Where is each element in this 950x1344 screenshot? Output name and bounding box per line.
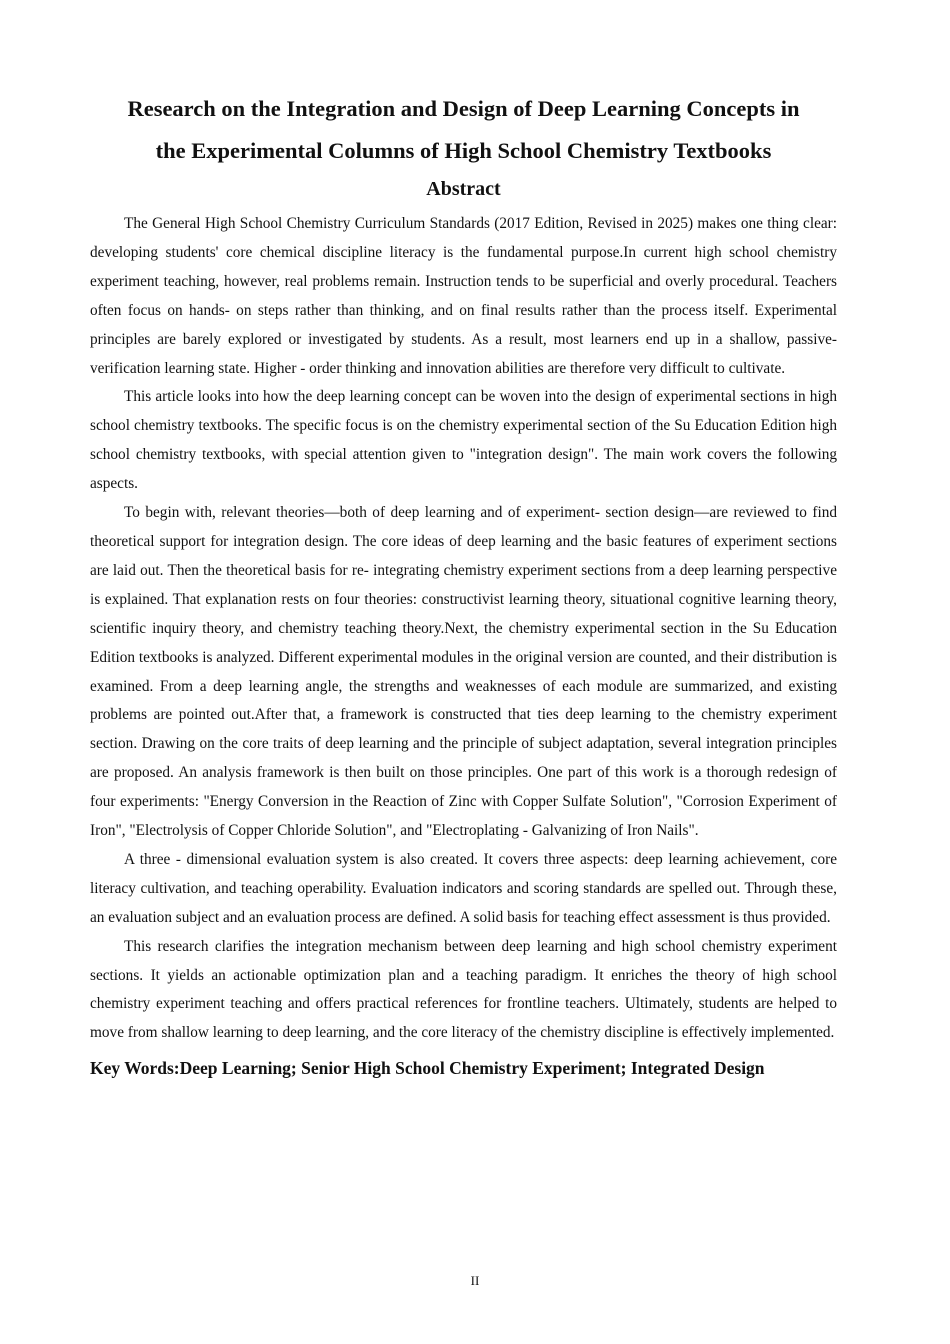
keywords: Key Words:Deep Learning; Senior High School Chemistry Experiment; Integrated Design xyxy=(90,1058,765,1079)
page-number: II xyxy=(470,1273,480,1288)
abstract-paragraph-2: This article looks into how the deep learning concept can be woven into the design of experimental sections in high school chemistry textbooks. The specific focus is on the chemistry experimental section of the Su Education Edition high school chemistry textbooks, with special attention given to "integration design". The main work covers the following aspects. xyxy=(90,388,837,493)
paper-page xyxy=(90,88,837,1082)
abstract-heading: Abstract xyxy=(426,178,501,200)
abstract-paragraph-3: To begin with, relevant theories—both of deep learning and of experiment‐ section design—are reviewed to find theoretical support for integration design. The core ideas of deep learning and the basic features of experiment sections are laid out. Then the theoretical basis for re‐ integrating chemistry experiment sections from a deep learning perspective is explained. That explanation rests on four theories: constructivist learning theory, situational cognitive learning theory, scientific inquiry theory, and chemistry teaching theory.Next, the chemistry experimental section in the Su Education Edition textbooks is analyzed. Different experimental modules in the original version are counted, and their distribution is examined. From a deep learning angle, the strengths and weaknesses of each module are summarized, and existing problems are pointed out.After that, a framework is constructed that ties deep learning to the chemistry experiment section. Drawing on the core traits of deep learning and the principle of subject adaptation, several integration principles are proposed. An analysis framework is then built on those principles. One part of this work is a thorough redesign of four experiments: "Energy Conversion in the Reaction of Zinc with Copper Sulfate Solution", "Corrosion Experiment of Iron", "Electrolysis of Copper Chloride Solution", and "Electroplating - Galvanizing of Iron Nails". xyxy=(90,504,837,840)
abstract-paragraph-4: A three - dimensional evaluation system is also created. It covers three aspects: deep learning achievement, core literacy cultivation, and teaching operability. Evaluation indicators and scoring standards are spelled out. Through these, an evaluation subject and an evaluation process are defined. A solid basis for teaching effect assessment is thus provided. xyxy=(90,850,837,926)
paper-title xyxy=(90,88,837,172)
abstract-paragraph-5: This research clarifies the integration mechanism between deep learning and high school chemistry experiment sections. It yields an actionable optimization plan and a teaching paradigm. It enriches the theory of high school chemistry experiment teaching and offers practical references for frontline teachers. Ultimately, students are helped to move from shallow learning to deep learning, and the core literacy of the chemistry discipline is effectively implemented. xyxy=(90,937,837,1042)
title-line-2: the Experimental Columns of High School Chemistry Textbooks xyxy=(155,138,772,163)
title-line-1: Research on the Integration and Design of Deep Learning Concepts in xyxy=(127,96,800,121)
abstract-paragraph-1: The General High School Chemistry Curriculum Standards (2017 Edition, Revised in 2025) makes one thing clear: developing students' core chemical discipline literacy is the fundamental purpose.In current high school chemistry experiment teaching, however, real problems remain. Instruction tends to be superficial and overly procedural. Teachers often focus on hands‐ on steps rather than thinking, and on final results rather than the process itself. Experimental principles are barely explored or investigated by students. As a result, most learners end up in a shallow, passive‐ verification learning state. Higher - order thinking and innovation abilities are therefore very difficult to cultivate. xyxy=(90,215,837,377)
abstract-body xyxy=(90,210,837,1048)
